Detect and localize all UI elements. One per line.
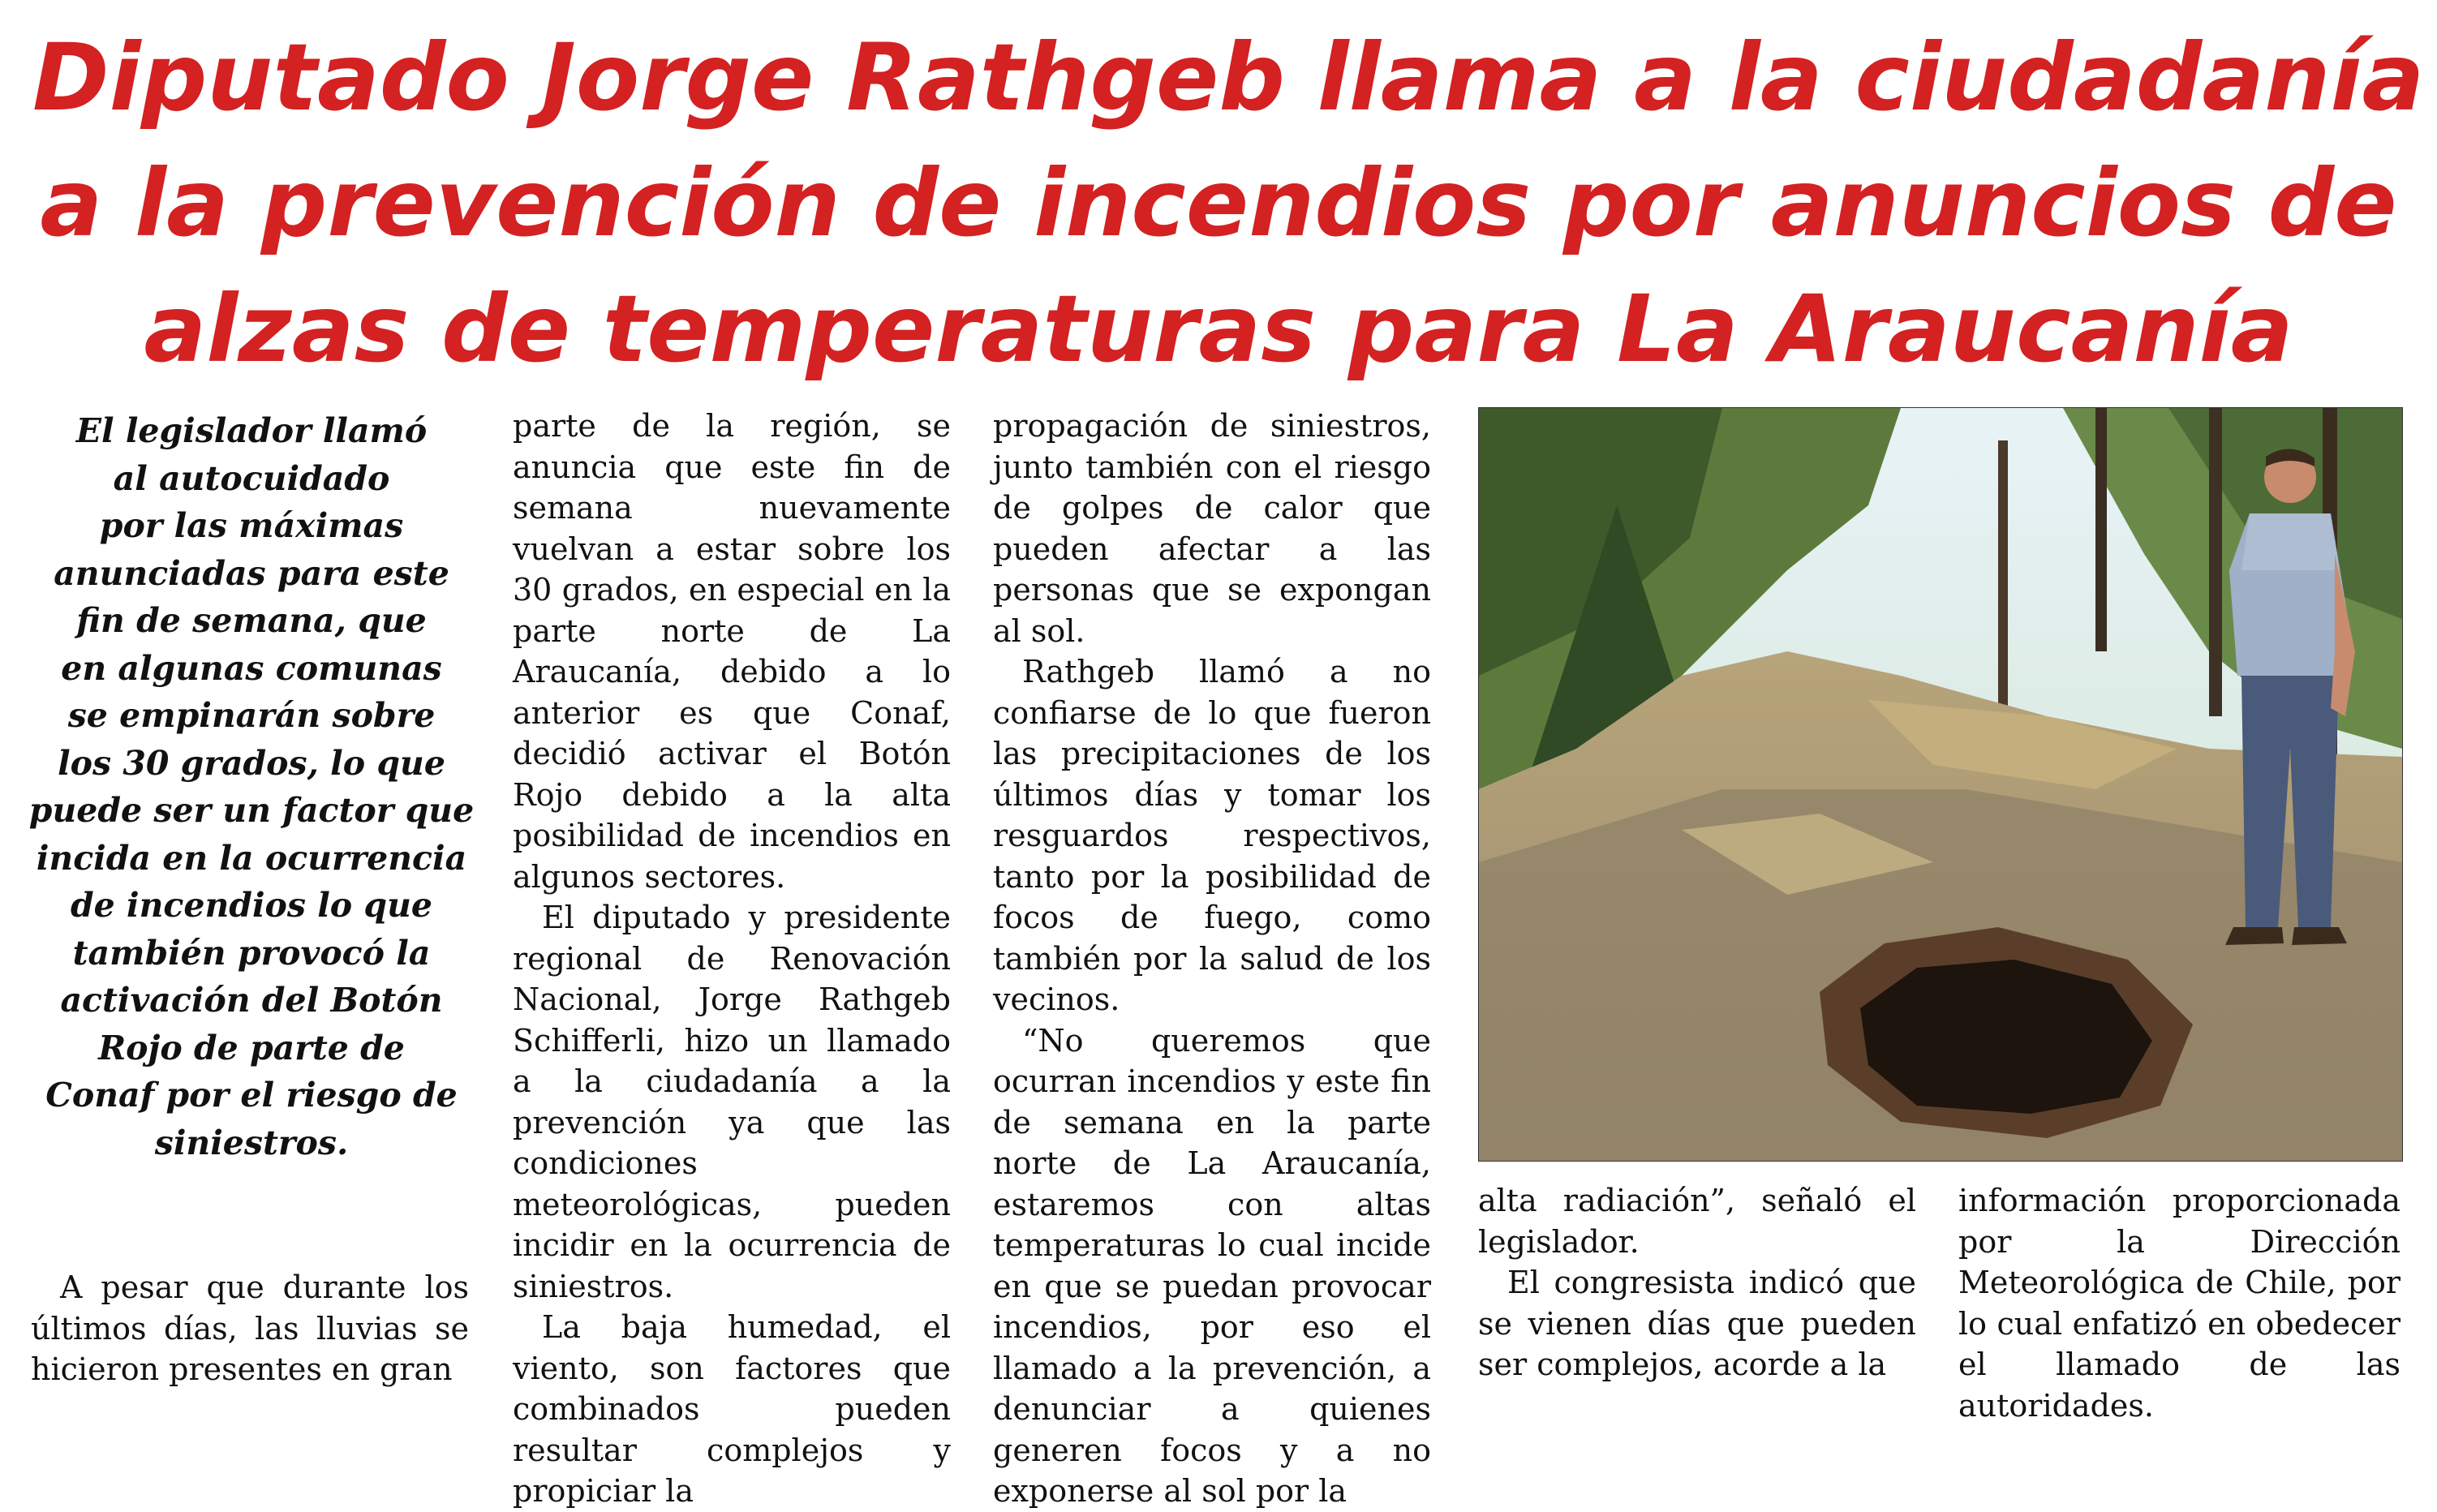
lede-line: los 30 grados, lo que xyxy=(58,743,445,783)
lede-line: Rojo de parte de xyxy=(98,1028,405,1067)
paragraph: información proporcionada por la Dirección Meteorológica de Chile, por lo cual enfatizó en obedecer el llamado de las autoridades. xyxy=(1958,1183,2400,1424)
lede-line: en algunas comunas xyxy=(61,648,442,688)
lede-line: por las máximas xyxy=(99,506,404,545)
headline-line-2: a la prevención de incendios por anuncios de xyxy=(40,149,2397,257)
lede-line: de incendios lo que xyxy=(71,886,432,925)
paragraph: A pesar que durante los últimos días, las lluvias se hicieron presentes en gran xyxy=(31,1269,469,1387)
paragraph: parte de la región, se anuncia que este fin de semana nuevamente vuelvan a estar sobre los 30 grados, en especial en la parte norte de La Araucanía, debido a lo anterior es que Conaf, decidió activar el Botón Rojo debido a la alta posibilidad de incendios en algunos sectores. xyxy=(513,408,951,895)
headline-line-1: Diputado Jorge Rathgeb llama a la ciudadanía xyxy=(32,24,2425,131)
lede-line: también provocó la xyxy=(72,933,431,973)
lede-line: activación del Botón xyxy=(60,981,443,1020)
article-column-4 xyxy=(1478,1180,1916,1385)
paragraph: Rathgeb llamó a no confiarse de lo que fueron las precipitaciones de los últimos días y tomar los resguardos respectivos, tanto por la posibilidad de focos de fuego, como también por la salud de los vecinos. xyxy=(993,654,1431,1017)
lede-line: siniestros. xyxy=(154,1123,349,1162)
article-column-2 xyxy=(513,406,951,1512)
lede-line: Conaf por el riesgo de xyxy=(45,1076,458,1115)
article-column-1 xyxy=(31,1267,469,1390)
paragraph: La baja humedad, el viento, son factores que combinados pueden resultar complejos y propiciar la xyxy=(513,1309,951,1509)
lede-summary xyxy=(24,407,479,1166)
lede-line: se empinarán sobre xyxy=(67,696,436,735)
paragraph: “No queremos que ocurran incendios y este fin de semana en la parte norte de La Araucanía, estaremos con altas temperaturas lo cual incide en que se puedan provocar incendios, por eso el llamado a la prevención, a denunciar a quienes generen focos y a no exponerse al sol por la xyxy=(993,1022,1431,1509)
lede-line: incida en la ocurrencia xyxy=(36,838,467,878)
headline xyxy=(32,15,2425,392)
article-column-3 xyxy=(993,406,1431,1512)
article-column-5 xyxy=(1958,1180,2400,1426)
lede-line: puede ser un factor que xyxy=(28,791,475,830)
lede-line: anunciadas para este xyxy=(54,553,449,593)
paragraph: propagación de siniestros, junto también con el riesgo de golpes de calor que pueden afectar a las personas que se expongan al sol. xyxy=(993,408,1431,649)
lede-line: fin de semana, que xyxy=(76,601,427,640)
paragraph: El congresista indicó que se vienen días que pueden ser complejos, acorde a la xyxy=(1478,1265,1916,1382)
paragraph: El diputado y presidente regional de Renovación Nacional, Jorge Rathgeb Schifferli, hizo un llamado a la ciudadanía a la prevención ya que las condiciones meteorológicas, pueden incidir en la ocurrencia de siniestros. xyxy=(513,900,951,1304)
paragraph: alta radiación”, señaló el legislador. xyxy=(1478,1183,1916,1260)
headline-line-3: alzas de temperaturas para La Araucanía xyxy=(144,275,2293,383)
article-photo xyxy=(1478,407,2403,1162)
lede-line: El legislador llamó xyxy=(75,411,428,450)
lede-line: al autocuidado xyxy=(113,458,390,498)
